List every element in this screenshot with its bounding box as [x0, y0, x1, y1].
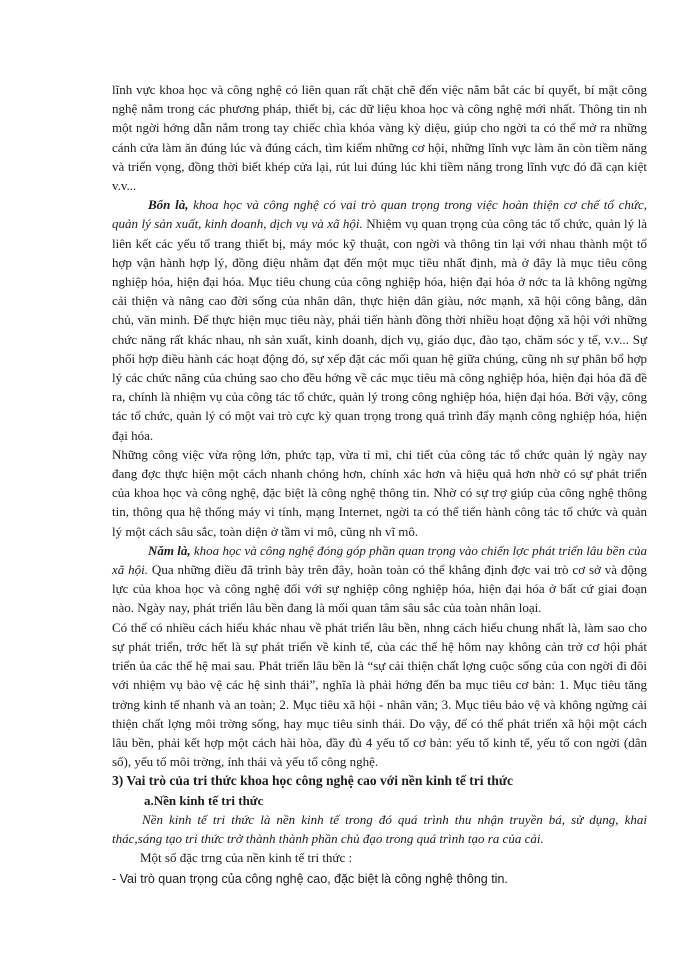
- section-five-paragraph: [112, 541, 647, 618]
- section-five-lead: Năm là,: [148, 542, 191, 558]
- section-five-body: Qua những điều đã trình bày trên đây, hoàn toàn có thể khẳng định đợc vai trò cơ sở và động lực của khoa học và công nghệ đối với sự nghiệp công nghiệp hóa, hiện đại hóa ở bất cứ giai đoạn nào. Ngày nay, phát triển lâu bền đang là mối quan tâm sâu sắc của toàn nhân loại.: [112, 562, 647, 616]
- section-four-statement: khoa học và công nghệ có vai trò quan trọng trong việc hoàn thiện cơ chế tổ chức, quản lý sản xuất, kinh doanh, dịch vụ và xã hội.: [112, 197, 647, 232]
- management-paragraph: Những công việc vừa rộng lớn, phức tạp, vừa tỉ mỉ, chi tiết của công tác tổ chức quản lý ngày nay đang đợc thực hiện một cách nhanh chóng hơn, chính xác hơn và hiệu quả hơn nhờ có sự phát triển của khoa học và công nghệ, đặc biệt là công nghệ thông tin. Nhờ có sự trợ giúp của công nghệ thông tin, thông qua hệ thống máy vi tính, mạng Internet, ngời ta có thể tiến hành công tác tổ chức và quản lý một cách sâu sắc, toàn diện ở tầm vi mô, cũng nh vĩ mô.: [112, 446, 647, 539]
- subsection-a-heading: a.Nền kinh tế tri thức: [144, 792, 264, 808]
- section-four-lead: Bốn là,: [148, 197, 189, 213]
- section-four-body: Nhiệm vụ quan trọng của công tác tổ chức, quản lý là liên kết các yếu tố trang thiết bị, máy móc kỹ thuật, con ngời và thông tin lại với nhau thành một tổ hợp vận hành hợp lý, đồng điệu nhằm đạt đến một mục tiêu nhất định, mà ở đây là mục tiêu công nghiệp hóa, hiện đại hóa. Mục tiêu chung của công nghiệp hóa, hiện đại hóa ở nớc ta là không ngừng cải thiện và nâng cao đời sống của nhân dân, thực hiện dân giàu, nớc mạnh, xã hội công bằng, dân chủ, văn minh. Để thực hiện mục tiêu này, phải tiến hành đồng thời nhiều hoạt động xã hội với những chức năng rất khác nhau, nh sản xuất, kinh doanh, dịch vụ, giáo dục, đào tạo, chăm sóc y tế, v.v... Sự phối hợp điều hành các hoạt động đó, sự xếp đặt các mối quan hệ giữa chúng, cũng nh sự phân bổ hợp lý các chức năng của chúng sao cho đều hớng về các mục tiêu mà công nghiệp hóa, hiện đại hóa đã đề ra, chính là nhiệm vụ của công tác tổ chức, quản lý trong công nghiệp hóa, hiện đại hóa. Bởi vậy, công tác tổ chức, quản lý có một vai trò cực kỳ quan trọng trong quá trình đẩy mạnh công nghiệp hóa, hiện đại hóa.: [112, 216, 647, 443]
- section-three-heading: 3) Vai trò của tri thức khoa học công nghệ cao với nền kinh tế tri thức: [112, 773, 513, 789]
- knowledge-economy-definition: Nền kinh tế tri thức là nền kinh tế trong đó quá trình thu nhận truyền bá, sử dụng, khai thác,sáng tạo tri thức trở thành thành phần chủ đạo trong quá trình tạo ra của cải.: [112, 811, 647, 846]
- section-four-paragraph: [112, 195, 647, 445]
- intro-paragraph: lĩnh vực khoa học và công nghệ có liên quan rất chặt chẽ đến việc nắm bắt các bí quyết, bí mật công nghệ nằm trong các phương pháp, thiết bị, các dữ liệu khoa học và công nghệ mới nhất. Thông tin nh một ngời hớng dẫn nắm trong tay chiếc chìa khóa vàng kỳ diệu, giúp cho ngời ta có thể mở ra những cánh cửa làm ăn đúng lúc và đúng cách, tìm kiếm những cơ hội, những lĩnh vực làm ăn còn tiềm năng và triển vọng, đồng thời biết khép cửa lại, rút lui đúng lúc khi tiềm năng trong lĩnh vực đó đã cạn kiệt v.v...: [112, 82, 647, 194]
- sustainable-development-paragraph: Có thể có nhiều cách hiểu khác nhau về phát triển lâu bền, nhng cách hiểu chung nhất là, làm sao cho sự phát triển, trớc hết là sự phát triển về kinh tế, của các thế hệ hôm nay không cản trở cơ hội phát triển ủa các thế hệ mai sau. Phát triển lâu bền là “sự cải thiện chất lợng cuộc sống của con ngời đi đôi với nhiệm vụ bảo vệ các hệ sinh thái”, nghĩa là phải hớng đến ba mục tiêu cơ bản: 1. Mục tiêu tăng trởng kinh tế nhanh và an toàn; 2. Mục tiêu xã hội - nhân văn; 3. Mục tiêu bảo vệ và không ngừng cải thiện chất lợng môi trờng sống, hay mục tiêu sinh thái. Do vậy, để có thể phát triển xã hội một cách lâu bền, phải kết hợp một cách hài hòa, đầy đủ 4 yếu tố cơ bản: yếu tố kinh tế, yếu tố con ngời (dân số), yếu tố môi trờng, ính thái và yếu tố công nghệ.: [112, 619, 647, 770]
- features-intro: Một số đặc trng của nền kinh tế tri thức :: [140, 850, 353, 866]
- section-five-statement: khoa học và công nghệ đóng góp phần quan trọng vào chiến lợc phát triển lâu bền của xã hội.: [112, 542, 647, 578]
- document-page: [112, 80, 647, 890]
- feature-bullet-1: - Vai trò quan trọng của công nghệ cao, đặc biệt là công nghệ thông tin.: [112, 872, 508, 887]
